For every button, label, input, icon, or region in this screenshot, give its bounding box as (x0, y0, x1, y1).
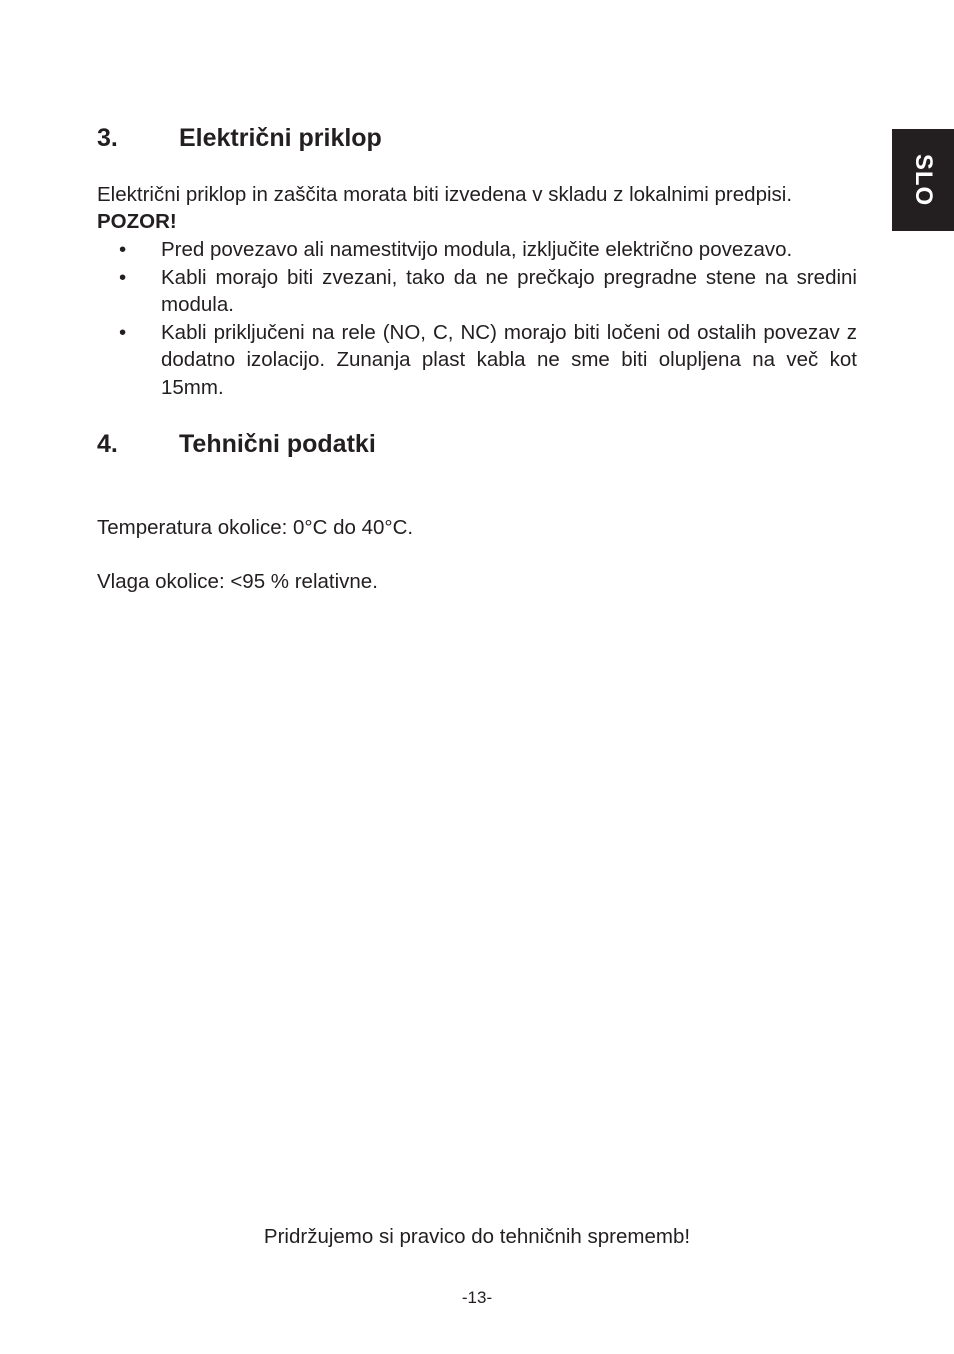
list-item-text: Kabli morajo biti zvezani, tako da ne prečkajo pregradne stene na sredini modula. (161, 265, 857, 316)
section-3-number: 3. (97, 124, 118, 152)
bullet-marker: • (119, 265, 127, 289)
section-4-number: 4. (97, 430, 118, 458)
bullet-list (97, 236, 857, 401)
page-number: -13- (461, 1288, 493, 1307)
list-item-text: Kabli priključeni na rele (NO, C, NC) morajo biti ločeni od ostalih povezav z dodatno izolacijo. Zunanja plast kabla ne sme biti olupljena na več kot 15mm. (161, 320, 857, 399)
section-3-intro: Električni priklop in zaščita morata biti izvedena v skladu z lokalnimi predpisi. (97, 183, 793, 206)
list-item (97, 264, 857, 319)
warning-label: POZOR! (97, 210, 177, 233)
language-tab (892, 129, 954, 231)
ambient-humidity: Vlaga okolice: <95 % relativne. (97, 570, 378, 593)
list-item (97, 236, 857, 264)
section-4-heading (97, 429, 376, 459)
bullet-marker: • (119, 320, 127, 344)
section-3-title: Električni priklop (179, 124, 382, 152)
section-4-title: Tehnični podatki (179, 430, 376, 458)
list-item (97, 319, 857, 402)
language-tab-label: SLO (910, 153, 937, 207)
list-item-text: Pred povezavo ali namestitvijo modula, izklјučite električno povezavo. (161, 238, 793, 261)
ambient-temperature: Temperatura okolice: 0°C do 40°C. (97, 516, 414, 539)
section-3-heading (97, 123, 382, 153)
bullet-marker: • (119, 238, 127, 261)
footer-note: Pridržujemo si pravico do tehničnih sprememb! (263, 1225, 691, 1248)
